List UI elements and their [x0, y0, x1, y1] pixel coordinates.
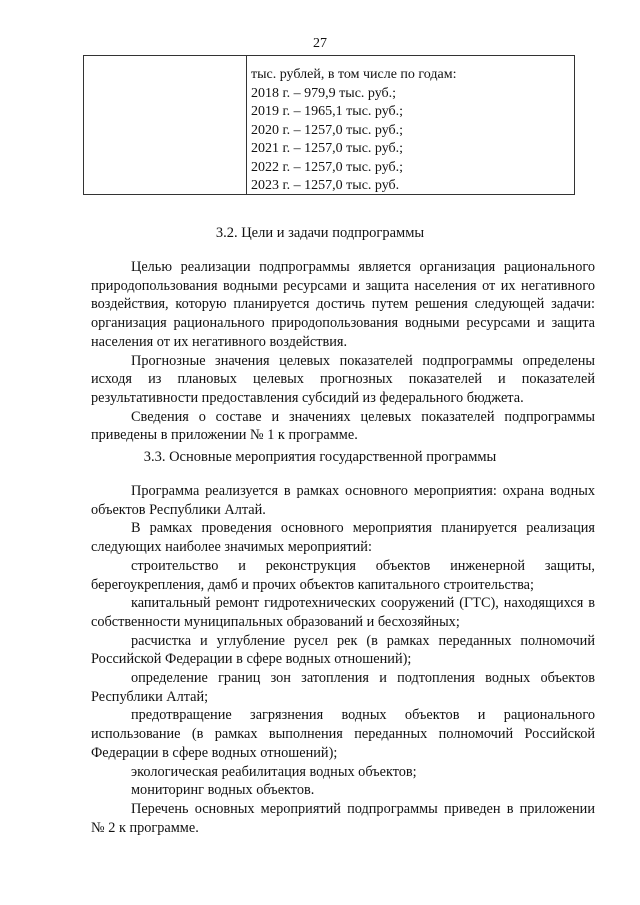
list-item: капитальный ремонт гидротехнических сооружений (ГТС), находящихся в собственности муниципальных образований и бесхозяйных; [91, 595, 595, 630]
funding-line: 2020 г. – 1257,0 тыс. руб.; [251, 122, 404, 138]
list-item: предотвращение загрязнения водных объектов и рационального использование (в рамках выполнения переданных полномочий Российской Федерации в сфере водных отношений); [91, 707, 595, 761]
section-heading-3-2: 3.2. Цели и задачи подпрограммы [215, 225, 425, 241]
funding-table-value-cell [247, 56, 574, 194]
list-item: мониторинг водных объектов. [131, 782, 315, 799]
funding-line: 2021 г. – 1257,0 тыс. руб.; [251, 141, 404, 156]
list-item: расчистка и углубление русел рек (в рамках переданных полномочий Российской Федерации в сфере водных отношений); [91, 632, 595, 668]
section-3-3-body [91, 482, 595, 837]
section-3-2-body [91, 258, 595, 445]
section-heading-3-3: 3.3. Основные мероприятия государственной программы [143, 449, 497, 465]
page-number: 27 [313, 36, 327, 51]
funding-table [83, 55, 575, 195]
list-item: строительство и реконструкция объектов инженерной защиты, берегоукрепления, дамб и прочих объектов капитального строительства; [91, 557, 595, 593]
paragraph: Перечень основных мероприятий подпрограммы приведен в приложении № 2 к программе. [91, 800, 595, 836]
paragraph: Прогнозные значения целевых показателей подпрограммы определены исходя из плановых целевых прогнозных показателей и показателей результативности предоставления субсидий из федерального бюджета. [91, 352, 595, 406]
funding-line: 2019 г. – 1965,1 тыс. руб.; [251, 104, 404, 119]
funding-table-label-cell [84, 56, 247, 194]
list-item: экологическая реабилитация водных объектов; [131, 763, 417, 780]
paragraph: Сведения о составе и значениях целевых показателей подпрограммы приведены в приложении № 1 к программе. [91, 408, 595, 444]
paragraph: Целью реализации подпрограммы является организация рационального природопользования водными ресурсами и защита населения от их негативного воздействия, которую планируется достичь путем решения следующей задачи: организация рационального природопользования водными ресурсами и защита населения от их негативного воздействия. [91, 259, 595, 350]
paragraph: Программа реализуется в рамках основного мероприятия: охрана водных объектов Республики Алтай. [91, 483, 595, 518]
funding-line: 2018 г. – 979,9 тыс. руб.; [251, 85, 397, 101]
paragraph: В рамках проведения основного мероприятия планируется реализация следующих наиболее значимых мероприятий: [91, 520, 595, 556]
list-item: определение границ зон затопления и подтопления водных объектов Республики Алтай; [91, 670, 595, 705]
funding-line: 2023 г. – 1257,0 тыс. руб. [251, 178, 400, 193]
funding-line: 2022 г. – 1257,0 тыс. руб.; [251, 159, 404, 175]
funding-line: тыс. рублей, в том числе по годам: [251, 67, 457, 82]
